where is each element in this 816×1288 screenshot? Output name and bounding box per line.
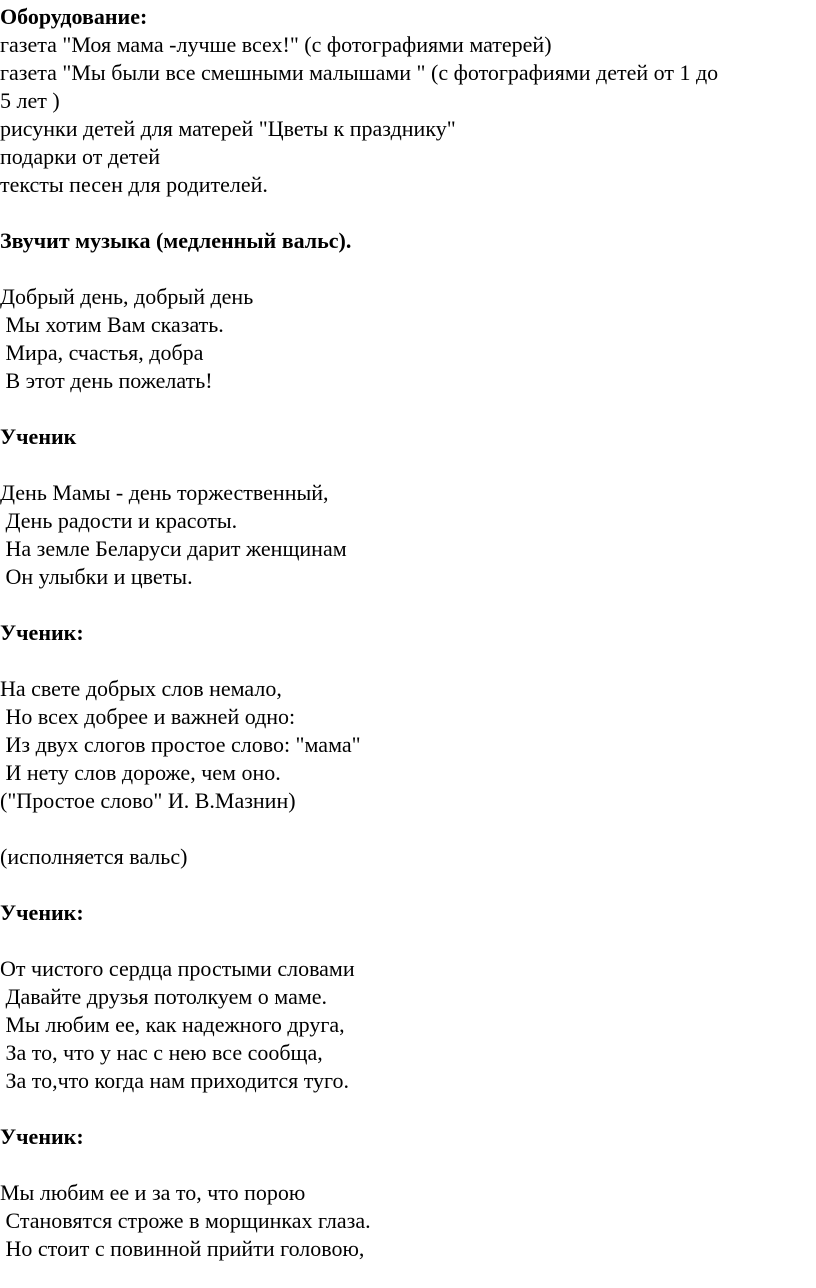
verse-attribution: ("Простое слово" И. В.Мазнин) [0, 788, 296, 813]
stage-direction: (исполняется вальс) [0, 844, 188, 869]
equipment-item: рисунки детей для матерей "Цветы к празднику" [0, 116, 456, 141]
equipment-item: 5 лет ) [0, 88, 60, 113]
verse-line: Мы хотим Вам сказать. [0, 312, 224, 337]
verse-line: Добрый день, добрый день [0, 284, 254, 309]
equipment-item: газета "Мы были все смешными малышами " (с фотографиями детей от 1 до [0, 60, 719, 85]
verse-line: День радости и красоты. [0, 508, 238, 533]
verse-line: От чистого сердца простыми словами [0, 956, 355, 981]
speaker-label: Ученик: [0, 900, 84, 925]
equipment-item: газета "Моя мама -лучше всех!" (с фотографиями матерей) [0, 32, 552, 57]
verse-line: Мира, счастья, добра [0, 340, 204, 365]
verse-line: Давайте друзья потолкуем о маме. [0, 984, 328, 1009]
verse-line: За то, что у нас с нею все сообща, [0, 1040, 323, 1065]
verse-line: За то,что когда нам приходится туго. [0, 1068, 350, 1093]
verse-line: На земле Беларуси дарит женщинам [0, 536, 347, 561]
equipment-item: подарки от детей [0, 144, 160, 169]
verse-line: День Мамы - день торжественный, [0, 480, 329, 505]
verse-line: В этот день пожелать! [0, 368, 213, 393]
verse-line: Из двух слогов простое слово: "мама" [0, 732, 361, 757]
verse-line: Он улыбки и цветы. [0, 564, 193, 589]
speaker-label: Ученик: [0, 620, 84, 645]
speaker-label: Ученик [0, 424, 77, 449]
verse-line: На свете добрых слов немало, [0, 676, 282, 701]
verse-line: Мы любим ее и за то, что порою [0, 1180, 306, 1205]
verse-line: Становятся строже в морщинках глаза. [0, 1208, 371, 1233]
verse-line: Но стоит с повинной прийти головою, [0, 1236, 365, 1261]
verse-line: Мы любим ее, как надежного друга, [0, 1012, 345, 1037]
music-heading: Звучит музыка (медленный вальс). [0, 228, 352, 253]
equipment-heading: Оборудование: [0, 4, 148, 29]
verse-line: Но всех добрее и важней одно: [0, 704, 296, 729]
equipment-item: тексты песен для родителей. [0, 172, 268, 197]
speaker-label: Ученик: [0, 1124, 84, 1149]
verse-line: И нету слов дороже, чем оно. [0, 760, 281, 785]
